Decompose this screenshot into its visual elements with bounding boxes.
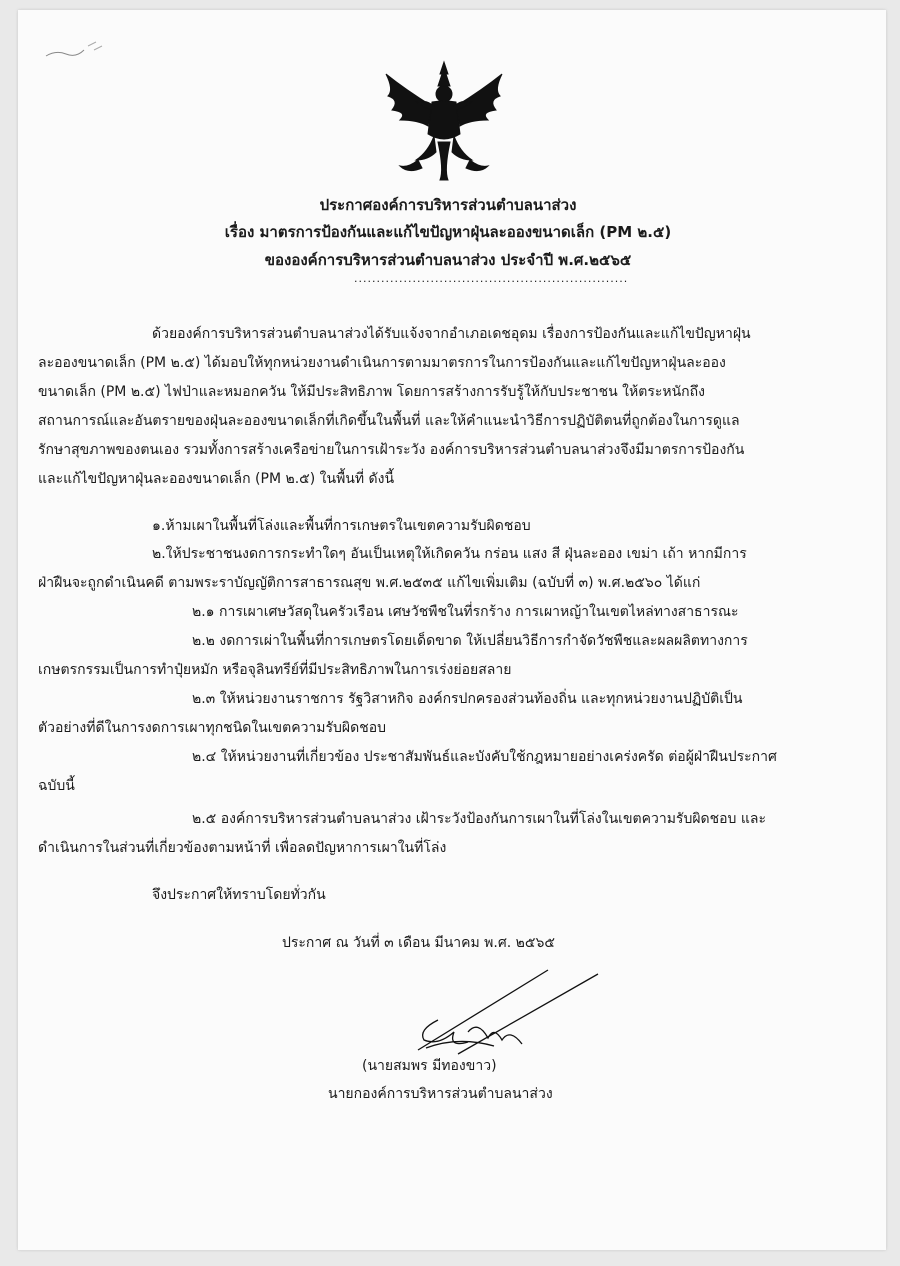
body-line: เกษตรกรรมเป็นการทำปุ๋ยหมัก หรือจุลินทรีย์ที่มีประสิทธิภาพในการเร่งย่อยสลาย: [38, 662, 512, 678]
separator-line: .............................................................: [354, 272, 629, 285]
signer-position: นายกองค์การบริหารส่วนตำบลนาส่วง: [328, 1086, 553, 1102]
body-line: ฉบับนี้: [38, 778, 75, 794]
garuda-emblem-icon: [378, 60, 510, 182]
announcement-subject: เรื่อง มาตรการป้องกันและแก้ไขปัญหาฝุ่นละอองขนาดเล็ก (PM ๒.๕): [224, 223, 672, 241]
document-page: [18, 10, 886, 1250]
body-line: ฝ่าฝืนจะถูกดำเนินคดี ตามพระราบัญญัติการสาธารณสุข พ.ศ.๒๕๓๕ แก้ไขเพิ่มเติม (ฉบับที่ ๓) พ.ศ.๒๕๖๐ ได้แก่: [38, 575, 701, 591]
scan-mark-icon: [44, 38, 114, 62]
measure-item-1: ๑.ห้ามเผาในพื้นที่โล่งและพื้นที่การเกษตรในเขตความรับผิดชอบ: [152, 518, 531, 534]
measure-item-2: ๒.ให้ประชาชนงดการกระทำใดๆ อันเป็นเหตุให้เกิดควัน กร่อน แสง สี ฝุ่นละออง เขม่า เถ้า หากมีการ: [152, 546, 747, 562]
body-line: ดำเนินการในส่วนที่เกี่ยวข้องตามหน้าที่ เพื่อลดปัญหาการเผาในที่โล่ง: [38, 840, 447, 856]
measure-item-2-3: ๒.๓ ให้หน่วยงานราชการ รัฐวิสาหกิจ องค์กรปกครองส่วนท้องถิ่น และทุกหน่วยงานปฏิบัติเป็น: [192, 691, 743, 707]
announcement-title: ประกาศองค์การบริหารส่วนตำบลนาส่วง: [319, 196, 577, 214]
body-line: ด้วยองค์การบริหารส่วนตำบลนาส่วงได้รับแจ้งจากอำเภอเดชอุดม เรื่องการป้องกันและแก้ไขปัญหาฝุ่น: [152, 326, 751, 342]
measure-item-2-1: ๒.๑ การเผาเศษวัสดุในครัวเรือน เศษวัชพืชในที่รกร้าง การเผาหญ้าในเขตไหล่ทางสาธารณะ: [192, 604, 739, 620]
body-line: และแก้ไขปัญหาฝุ่นละอองขนาดเล็ก (PM ๒.๕) ในพื้นที่ ดังนี้: [38, 471, 395, 487]
body-line: ขนาดเล็ก (PM ๒.๕) ไฟป่าและหมอกควัน ให้มีประสิทธิภาพ โดยการสร้างการรับรู้ให้กับประชาชน ให้ตระหนักถึง: [38, 384, 705, 400]
body-line: ละอองขนาดเล็ก (PM ๒.๕) ได้มอบให้ทุกหน่วยงานดำเนินการตามมาตรการในการป้องกันและแก้ไขปัญหาฝุ่นละออง: [38, 355, 726, 371]
signer-name: (นายสมพร มีทองขาว): [362, 1058, 497, 1074]
measure-item-2-4: ๒.๔ ให้หน่วยงานที่เกี่ยวข้อง ประชาสัมพันธ์และบังคับใช้กฎหมายอย่างเคร่งครัด ต่อผู้ฝ่าฝืนประกาศ: [192, 749, 777, 765]
body-line: ตัวอย่างที่ดีในการงดการเผาทุกชนิดในเขตความรับผิดชอบ: [38, 720, 387, 736]
announcement-subtitle: ขององค์การบริหารส่วนตำบลนาส่วง ประจำปี พ.ศ.๒๕๖๕: [264, 251, 632, 269]
measure-item-2-2: ๒.๒ งดการเผ่าในพื้นที่การเกษตรโดยเด็ดขาด ให้เปลี่ยนวิธีการกำจัดวัชพืชและผลผลิตทางการ: [192, 633, 748, 649]
body-line: รักษาสุขภาพของตนเอง รวมทั้งการสร้างเครือข่ายในการเฝ้าระวัง องค์การบริหารส่วนตำบลนาส่วงจึงมีมาตรการป้องกัน: [38, 442, 745, 458]
body-line: สถานการณ์และอันตรายของฝุ่นละอองขนาดเล็กที่เกิดขึ้นในพื้นที่ และให้คำแนะนำวิธีการปฏิบัติตนที่ถูกต้องในการดูแล: [38, 413, 740, 429]
date-line: ประกาศ ณ วันที่ ๓ เดือน มีนาคม พ.ศ. ๒๕๖๕: [282, 935, 555, 951]
announce-line: จึงประกาศให้ทราบโดยทั่วกัน: [152, 887, 326, 903]
measure-item-2-5: ๒.๕ องค์การบริหารส่วนตำบลนาส่วง เฝ้าระวังป้องกันการเผาในที่โล่งในเขตความรับผิดชอบ และ: [192, 811, 767, 827]
signature-icon: [398, 960, 658, 1060]
